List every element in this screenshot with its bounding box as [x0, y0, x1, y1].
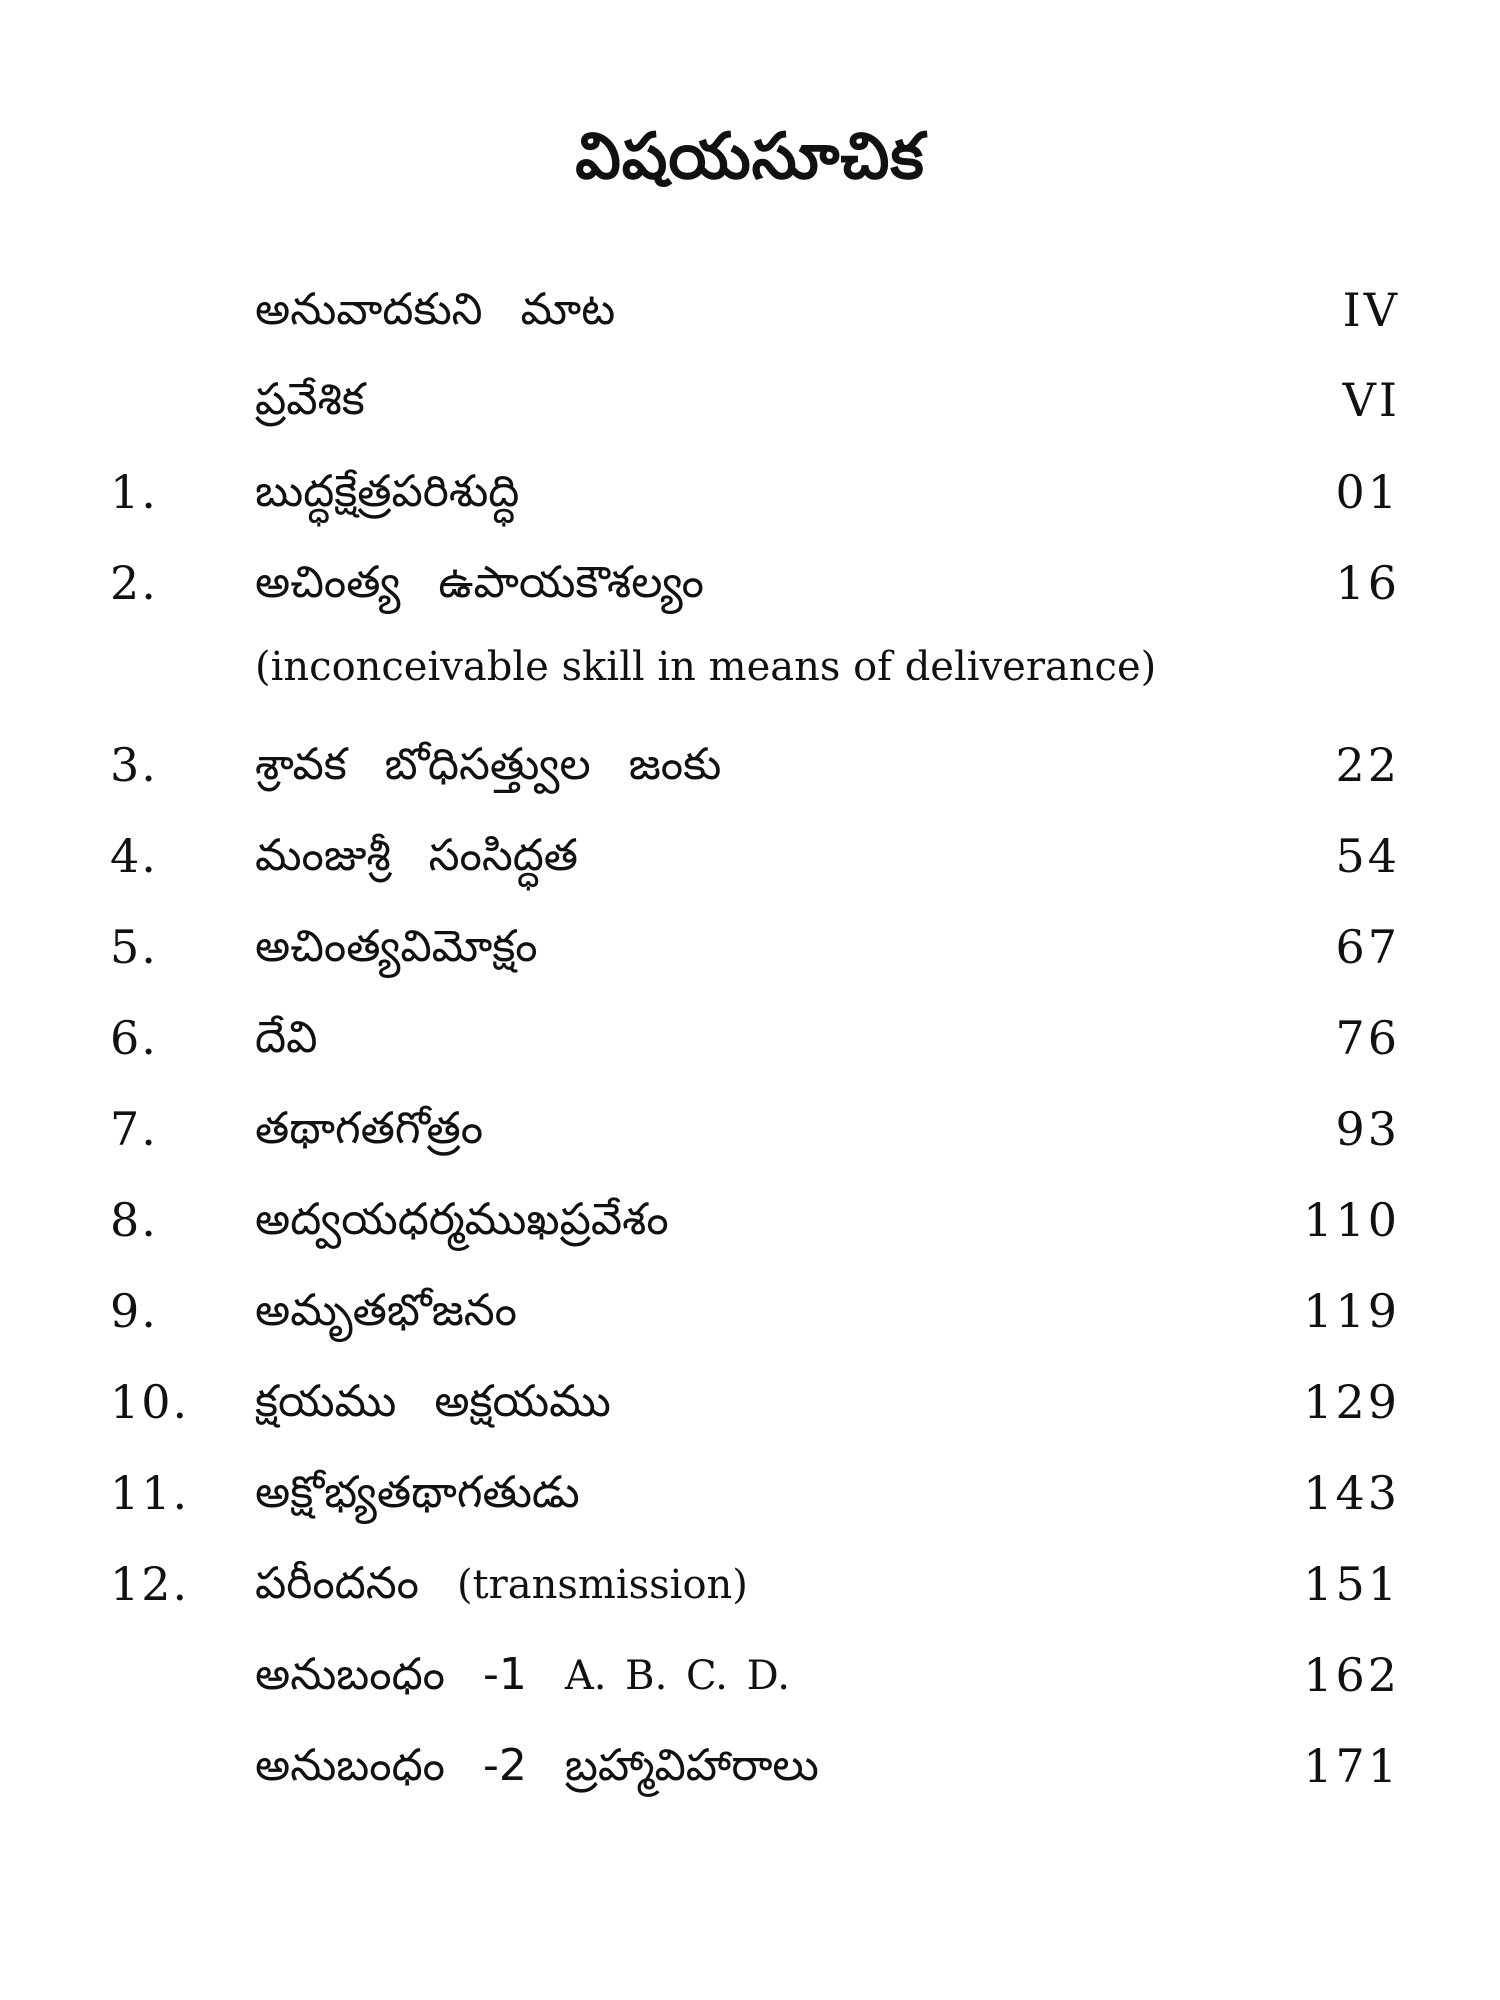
entry-page-number: 129	[1303, 1375, 1400, 1429]
entry-title-text: అక్షోభ్యతథాగతుడు	[255, 1467, 580, 1518]
entry-page-number: VI	[1342, 373, 1400, 427]
entry-number: 12.	[110, 1557, 190, 1611]
entry-number: 5.	[110, 920, 158, 974]
entry-title-text: శ్రావక బోధిసత్త్వుల జంకు	[255, 739, 722, 790]
entry-title-text: అనుబంధం -1	[255, 1649, 527, 1700]
entry-page-number: 171	[1303, 1739, 1400, 1793]
entry-number: 4.	[110, 829, 158, 883]
toc-entry-4	[0, 816, 1500, 896]
entry-page-number: 110	[1303, 1193, 1400, 1247]
entry-page-number: 119	[1303, 1284, 1400, 1338]
entry-title	[255, 1726, 1255, 1806]
entry-page-number: 67	[1335, 920, 1400, 974]
entry-page-number: 151	[1303, 1557, 1400, 1611]
entry-title	[255, 1635, 1255, 1716]
entry-title-text: దేవి	[255, 1012, 318, 1063]
toc-entry-appendix-2	[0, 1726, 1500, 1806]
entry-title	[255, 1544, 1255, 1625]
entry-title-english: (transmission)	[456, 1562, 748, 1608]
entry-title	[255, 1089, 1255, 1169]
entry-title	[255, 1453, 1255, 1533]
entry-title-text: ప్రవేశిక	[255, 374, 365, 425]
entry-title-text: అమృతభోజనం	[255, 1285, 517, 1336]
entry-title	[255, 270, 1255, 350]
entry-number: 8.	[110, 1193, 158, 1247]
toc-entry-12	[0, 1544, 1500, 1624]
toc-entry-8	[0, 1180, 1500, 1260]
toc-entry-9	[0, 1271, 1500, 1351]
entry-title-text: అనుబంధం -2 బ్రహ్మావిహారాలు	[255, 1740, 819, 1791]
entry-title	[255, 543, 1255, 623]
toc-entry-6	[0, 998, 1500, 1078]
entry-title	[255, 360, 1255, 440]
entry-page-number: 76	[1335, 1011, 1400, 1065]
entry-number: 9.	[110, 1284, 158, 1338]
toc-entry-introduction	[0, 360, 1500, 440]
toc-entry-3	[0, 725, 1500, 805]
entry-page-number: 162	[1303, 1648, 1400, 1702]
entry-title-text: అద్వయధర్మముఖప్రవేశం	[255, 1194, 669, 1245]
toc-entry-translators-note	[0, 270, 1500, 350]
entry-number: 2.	[110, 556, 158, 610]
entry-title	[255, 998, 1255, 1078]
entry-title-text: అచింత్యవిమోక్షం	[255, 921, 538, 972]
toc-entry-2	[0, 543, 1500, 623]
entry-page-number: 22	[1335, 738, 1400, 792]
entry-title	[255, 452, 1255, 532]
entry-title	[255, 1271, 1255, 1351]
toc-entry-5	[0, 907, 1500, 987]
entry-number: 11.	[110, 1466, 190, 1520]
entry-page-number: 16	[1335, 556, 1400, 610]
entry-page-number: 54	[1335, 829, 1400, 883]
entry-page-number: 143	[1303, 1466, 1400, 1520]
entry-title-text: క్షయము అక్షయము	[255, 1376, 611, 1427]
entry-page-number: 93	[1335, 1102, 1400, 1156]
entry-page-number: 01	[1335, 465, 1400, 519]
entry-subtitle: (inconceivable skill in means of deliverance)	[255, 644, 1157, 690]
page-title: విషయసూచిక	[575, 120, 925, 194]
entry-title	[255, 907, 1255, 987]
entry-title	[255, 725, 1255, 805]
entry-title-english: A. B. C. D.	[564, 1653, 790, 1699]
toc-entry-7	[0, 1089, 1500, 1169]
entry-title-text: అచింత్య ఉపాయకౌశల్యం	[255, 557, 704, 608]
entry-title-text: బుద్ధక్షేత్రపరిశుద్ధి	[255, 466, 520, 517]
entry-number: 1.	[110, 465, 158, 519]
entry-title-text: పరీందనం	[255, 1558, 419, 1609]
entry-number: 6.	[110, 1011, 158, 1065]
entry-title-text: మంజుశ్రీ సంసిద్ధత	[255, 830, 579, 881]
toc-entry-1	[0, 452, 1500, 532]
entry-page-number: IV	[1342, 283, 1400, 337]
entry-number: 7.	[110, 1102, 158, 1156]
entry-number: 10.	[110, 1375, 190, 1429]
toc-entry-10	[0, 1362, 1500, 1442]
entry-title-text: అనువాదకుని మాట	[255, 284, 616, 335]
toc-entry-11	[0, 1453, 1500, 1533]
entry-number: 3.	[110, 738, 158, 792]
entry-title	[255, 816, 1255, 896]
entry-title	[255, 1362, 1255, 1442]
entry-title	[255, 1180, 1255, 1260]
toc-entry-appendix-1	[0, 1635, 1500, 1715]
entry-title-text: తథాగతగోత్రం	[255, 1103, 484, 1154]
